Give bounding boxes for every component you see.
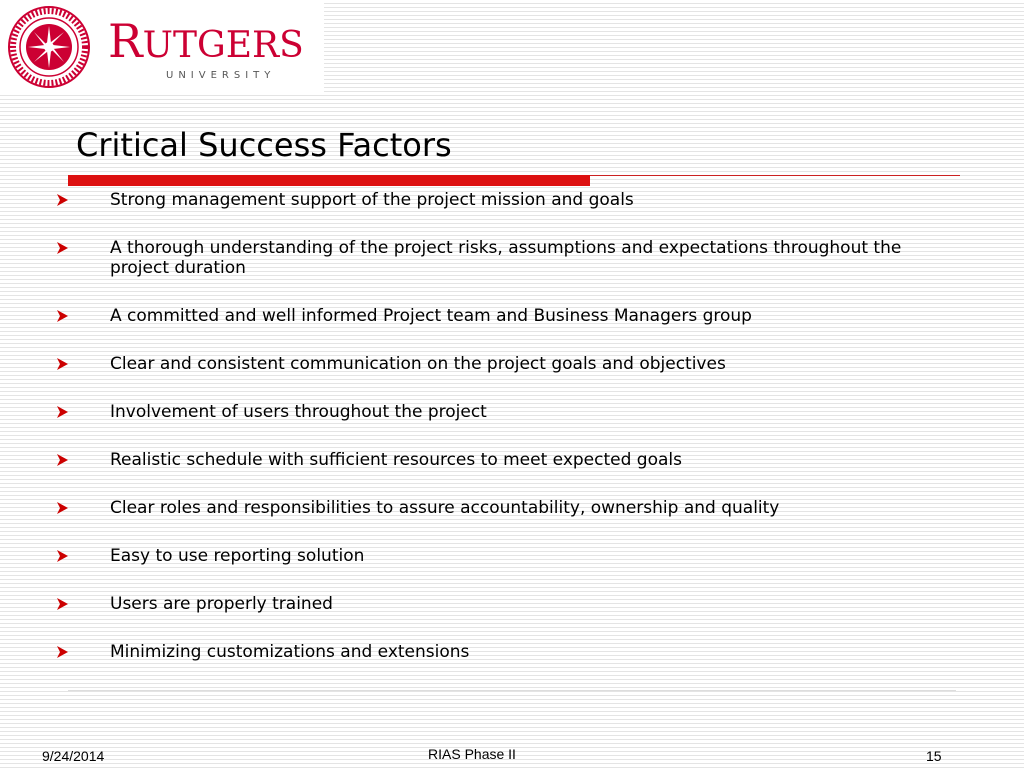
arrow-bullet-icon (56, 356, 70, 372)
title-rule-thin (590, 175, 960, 176)
bullet-text: Easy to use reporting solution (110, 546, 365, 566)
rutgers-seal-icon (8, 6, 90, 88)
bullet-item (56, 190, 956, 210)
footer-center-text: RIAS Phase II (428, 746, 516, 762)
arrow-bullet-icon (56, 452, 70, 468)
logo (0, 0, 324, 92)
arrow-bullet-icon (56, 404, 70, 420)
bullet-item (56, 594, 956, 614)
bullet-item (56, 498, 956, 518)
bullet-item (56, 546, 956, 566)
bottom-rule (68, 690, 956, 691)
bullet-text: Realistic schedule with sufficient resources to meet expected goals (110, 450, 682, 470)
bullet-list (56, 190, 956, 690)
bullet-item (56, 238, 956, 278)
bullet-text: Clear roles and responsibilities to assure accountability, ownership and quality (110, 498, 780, 518)
bullet-item (56, 402, 956, 422)
bullet-text: Users are properly trained (110, 594, 333, 614)
arrow-bullet-icon (56, 548, 70, 564)
bullet-text: A thorough understanding of the project risks, assumptions and expectations throughout the project duration (110, 238, 902, 278)
arrow-bullet-icon (56, 192, 70, 208)
title-rule (68, 175, 960, 187)
page-number: 15 (926, 748, 942, 764)
arrow-bullet-icon (56, 644, 70, 660)
arrow-bullet-icon (56, 500, 70, 516)
bullet-text: Involvement of users throughout the project (110, 402, 487, 422)
slide-title: Critical Success Factors (76, 126, 452, 164)
wordmark-rest: UTGERS (142, 25, 304, 66)
footer-date: 9/24/2014 (42, 748, 105, 764)
sub-wordmark: UNIVERSITY (166, 70, 276, 81)
title-rule-red (68, 175, 590, 186)
arrow-bullet-icon (56, 240, 70, 256)
bullet-item (56, 306, 956, 326)
bullet-text: Clear and consistent communication on the project goals and objectives (110, 354, 726, 374)
wordmark (108, 14, 304, 68)
bullet-text: Strong management support of the project mission and goals (110, 190, 634, 210)
bullet-item (56, 642, 956, 662)
bullet-text: Minimizing customizations and extensions (110, 642, 470, 662)
arrow-bullet-icon (56, 308, 70, 324)
bullet-item (56, 450, 956, 470)
arrow-bullet-icon (56, 596, 70, 612)
bullet-text: A committed and well informed Project team and Business Managers group (110, 306, 752, 326)
bullet-item (56, 354, 956, 374)
wordmark-first: R (108, 14, 143, 68)
